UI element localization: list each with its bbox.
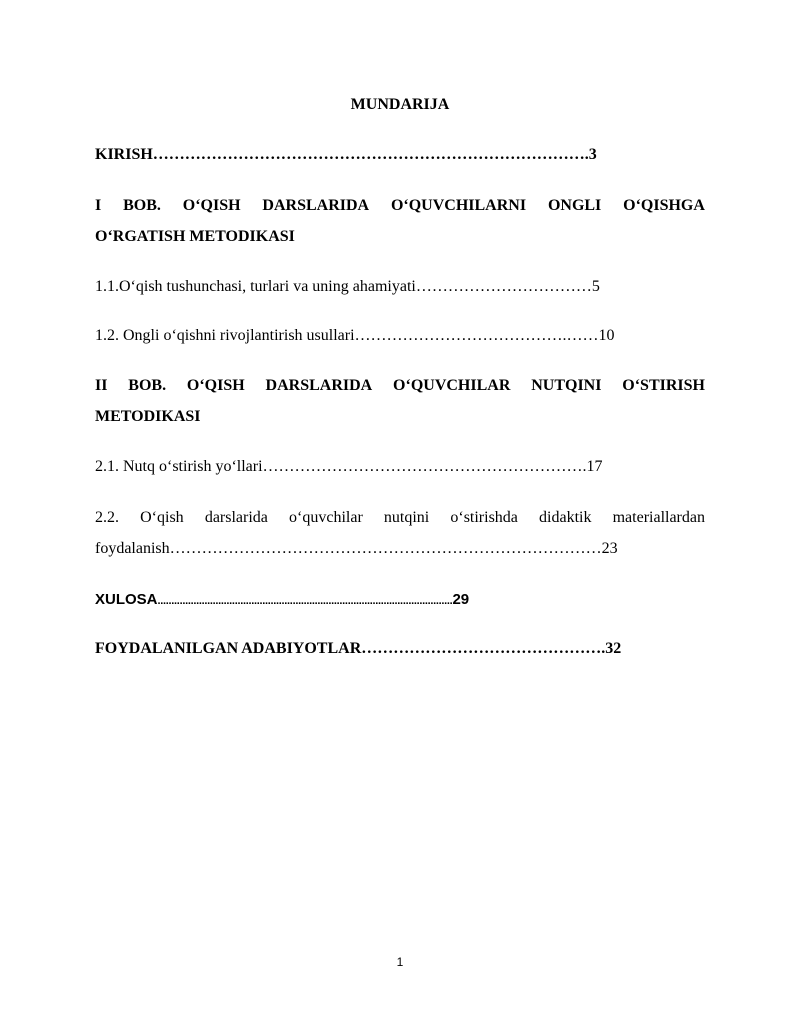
toc-entry-adabiyotlar: FOYDALANILGAN ADABIYOTLAR……………………………………….32 <box>95 640 622 657</box>
toc-entry-xulosa <box>95 590 469 611</box>
word: NUTQINI <box>531 377 602 394</box>
word: O‘QISH <box>186 377 245 394</box>
word: o‘stirishda <box>450 509 518 526</box>
word: O‘QUVCHILAR <box>393 377 511 394</box>
word: BOB. <box>123 197 161 214</box>
word: O‘qish <box>140 509 184 526</box>
word: DARSLARIDA <box>262 197 370 214</box>
toc-chapter-2-line-1 <box>95 376 705 396</box>
word: o‘quvchilar <box>289 509 363 526</box>
word: nutqini <box>383 509 430 526</box>
word: materiallardan <box>612 509 705 526</box>
word: O‘QISHGA <box>623 197 705 214</box>
toc-entry-kirish: KIRISH……………………………………………………………………….3 <box>95 146 597 163</box>
toc-entry-2-1: 2.1. Nutq o‘stirish yo‘llari…………………………………………………….17 <box>95 458 603 475</box>
document-title: MUNDARIJA <box>350 96 450 113</box>
toc-chapter-1-line-1 <box>95 196 705 216</box>
word: DARSLARIDA <box>265 377 373 394</box>
toc-entry-1-1: 1.1.O‘qish tushunchasi, turlari va uning ahamiyati……………………………5 <box>95 278 600 295</box>
word: O‘STIRISH <box>622 377 705 394</box>
page-number: 1 <box>396 955 404 969</box>
word: ONGLI <box>547 197 602 214</box>
word: darslarida <box>204 509 268 526</box>
word: O‘QISH <box>182 197 241 214</box>
word: O‘QUVCHILARNI <box>390 197 527 214</box>
word: 2.2. <box>95 509 119 526</box>
entry-label: XULOSA <box>95 591 158 608</box>
word: BOB. <box>128 377 167 394</box>
toc-entry-2-2-line-1 <box>95 508 705 528</box>
toc-chapter-1-line-2: O‘RGATISH METODIKASI <box>95 228 295 245</box>
toc-entry-1-2: 1.2. Ongli o‘qishni rivojlantirish usullari………………………………….……10 <box>95 327 615 344</box>
word: didaktik <box>539 509 592 526</box>
toc-entry-2-2-line-2: foydalanish………………………………………………………………………23 <box>95 540 618 557</box>
toc-chapter-2-line-2: METODIKASI <box>95 408 201 425</box>
leader-dots: ........................................................................................................... <box>157 595 453 607</box>
entry-page: 29 <box>452 591 470 608</box>
word: I <box>95 197 102 214</box>
word: II <box>95 377 108 394</box>
